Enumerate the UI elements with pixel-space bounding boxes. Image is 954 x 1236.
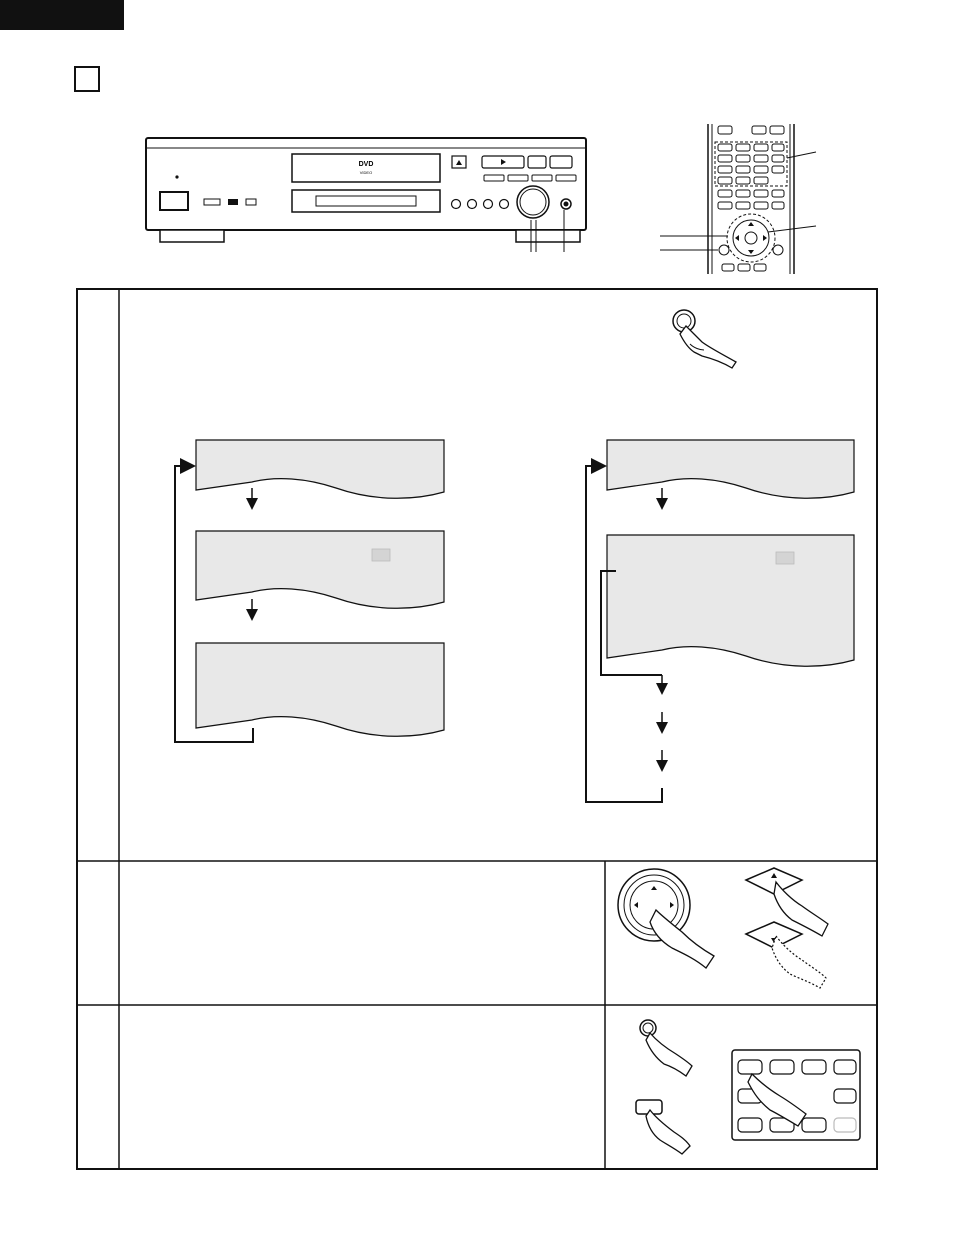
remote-control-illustration bbox=[656, 120, 820, 276]
dvd-logo-text: DVD bbox=[358, 161, 374, 168]
video-logo-text: VIDEO bbox=[359, 170, 373, 175]
screen-highlight-box bbox=[372, 549, 390, 561]
dvd-player-illustration bbox=[140, 134, 600, 254]
steps-table bbox=[76, 288, 878, 1170]
table-frame bbox=[77, 289, 877, 1169]
screen-highlight-box bbox=[776, 552, 794, 564]
right-flow-screen-2 bbox=[607, 535, 854, 666]
finger-on-number-keypad-icon bbox=[732, 1050, 860, 1140]
section-marker-box bbox=[74, 66, 100, 92]
page-tab bbox=[0, 0, 124, 30]
